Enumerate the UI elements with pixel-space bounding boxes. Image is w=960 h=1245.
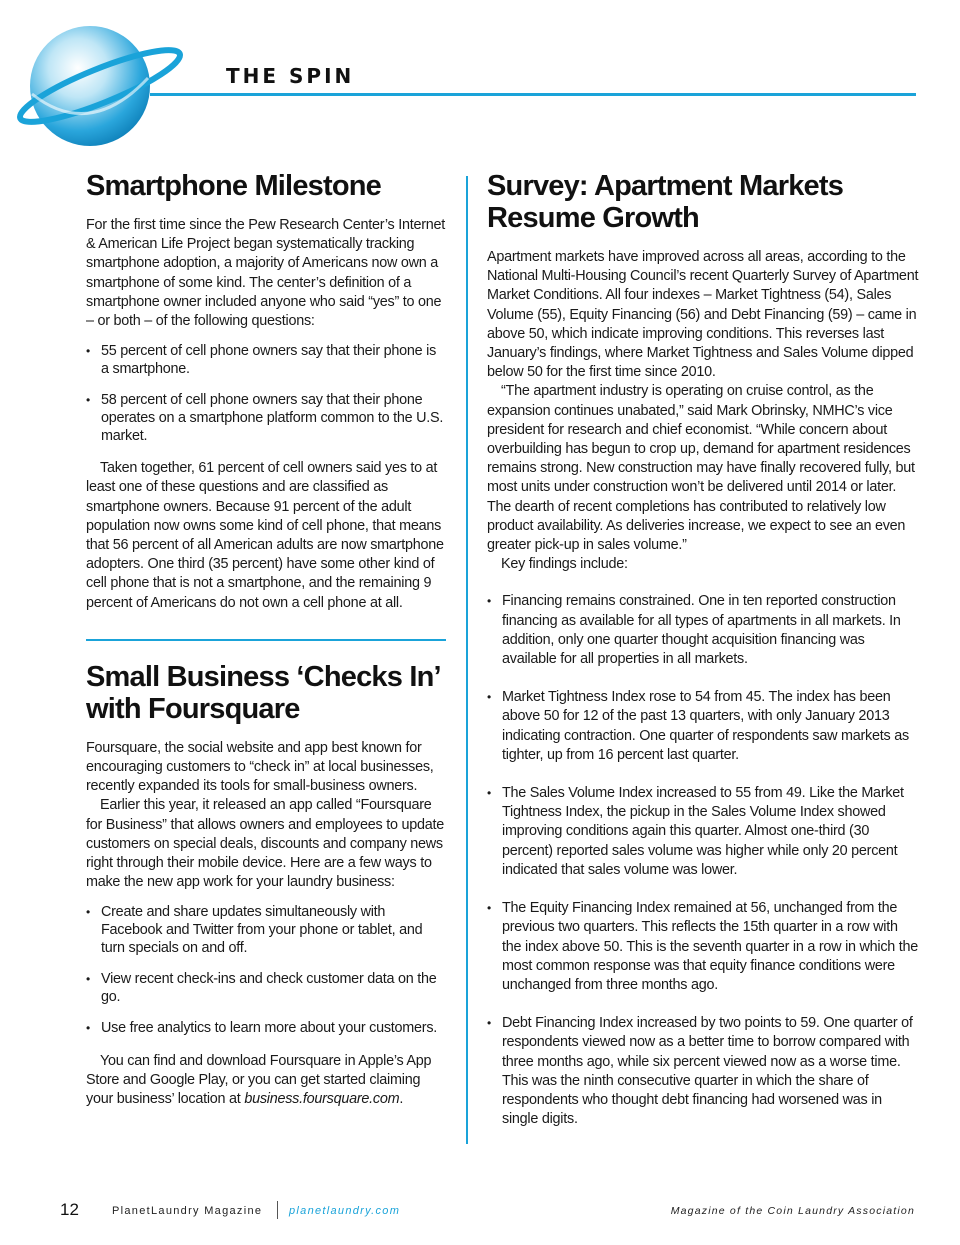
list-item: • Use free analytics to learn more about your customers.: [86, 1020, 446, 1038]
list-item: • Create and share updates simultaneously with Facebook and Twitter from your phone or tablet, and turn specials on and off.: [86, 904, 446, 957]
section-divider: [86, 639, 446, 641]
list-item: • Financing remains constrained. One in ten reported construction financing as available for all types of apartments in all markets. In addition, only one quarter thought acquisition financing was available for all properties in all markets.: [487, 592, 919, 669]
article-paragraph: Earlier this year, it released an app called “Foursquare for Business” that allows owners and employees to update customers on special deals, discounts and company news right through their mobile device. Here are a few ways to make the new app work for your laundry business:: [86, 797, 444, 891]
closing-text: You can find and download Foursquare in Apple’s App Store and Google Play, or you can get started claiming your business’ location at: [86, 1053, 432, 1108]
article-paragraph: [86, 1052, 446, 1110]
list-item: • Debt Financing Index increased by two points to 59. One quarter of respondents viewed now as a better time to borrow compared with three months ago, while six percent viewed now as a worse time. This was the ninth consecutive quarter in which the share of respondents who thought debt financing had worsened was in single digits.: [487, 1014, 919, 1129]
header-rule: [150, 93, 916, 96]
page-number: 12: [60, 1200, 79, 1219]
left-column: [86, 170, 446, 1110]
article-paragraph: Taken together, 61 percent of cell owners said yes to at least one of these questions and are classified as smartphone owners. Because 91 percent of the adult population now owns some kind of cell phone, that means that 56 percent of all American adults are now smartphone adopters. One third (35 percent) have some other kind of cell phone that is not a smartphone, and the remaining 9 percent of Americans do not own a cell phone at all.: [86, 460, 444, 611]
magazine-name: PlanetLaundry Magazine: [112, 1205, 263, 1217]
article-paragraph: For the first time since the Pew Research Center’s Internet & American Life Project began systematically tracking smartphone adoption, a majority of Americans now own a smartphone of some kind. The center’s definition of a smartphone owner included anyone who said “yes” to one – or both – of the following questions:: [86, 217, 446, 330]
website-link[interactable]: planetlaundry.com: [289, 1205, 401, 1217]
association-tagline: Magazine of the Coin Laundry Association: [670, 1205, 915, 1217]
article-title: Survey: Apartment Markets Resume Growth: [487, 170, 844, 234]
article-paragraph: “The apartment industry is operating on cruise control, as the expansion continues unabated,” said Mark Obrinsky, NMHC’s vice president for research and chief economist. “While concern about overbuilding has begun to crop up, demand for apartment residences remains strong. New construction may have finally recovered fully, but most units under construction won’t be delivered until 2014 or later. The dearth of recent completions has contributed to relatively low product availability. As deliveries increase, we expect to see an even greater pick-up in sales volume.”: [487, 383, 915, 554]
bullet-list: [86, 904, 446, 1038]
article-paragraph: Apartment markets have improved across all areas, according to the National Multi-Housing Council’s recent Quarterly Survey of Apartment Market Conditions. All four indexes – Market Tightness (54), Sales Volume (55), Equity Financing (56) and Debt Financing (59) – came in above 50, which indicate improving conditions. This reverses last January’s findings, where Market Tightness and Sales Volume dipped below 50 for the first time since 2010.: [487, 249, 919, 381]
bullet-list: [86, 343, 446, 445]
article-paragraph: Key findings include:: [501, 556, 628, 573]
list-item: • 55 percent of cell phone owners say that their phone is a smartphone.: [86, 343, 446, 378]
column-divider: [466, 176, 468, 1144]
right-column: [487, 170, 919, 1148]
planet-logo-icon: [0, 0, 240, 160]
bullet-list: [487, 592, 919, 1129]
article-foursquare: [86, 661, 446, 1110]
article-title: Smartphone Milestone: [86, 170, 381, 202]
list-item: • The Equity Financing Index remained at 56, unchanged from the previous two quarters. This reflects the 15th quarter in a row with the index above 50. This is the seventh quarter in a row in which the most common response was that equity finance conditions were unchanged from three months ago.: [487, 899, 919, 995]
list-item: • The Sales Volume Index increased to 55 from 49. Like the Market Tightness Index, the pickup in the Sales Volume Index showed improving conditions again this quarter. Almost one-third (30 percent) reported sales volume was higher while only 20 percent indicated that sales volume was lower.: [487, 784, 919, 880]
article-paragraph: Foursquare, the social website and app best known for encouraging customers to “check in” at local businesses, recently expanded its tools for small-business owners.: [86, 739, 434, 795]
list-item: • 58 percent of cell phone owners say that their phone operates on a smartphone platform common to the U.S. market.: [86, 392, 446, 445]
article-title: Small Business ‘Checks In’ with Foursquare: [86, 660, 440, 725]
list-item: • Market Tightness Index rose to 54 from 45. The index has been above 50 for 12 of the past 13 quarters, with only January 2013 indicating contraction. One quarter of respondents saw markets as tighter, up from 16 percent last quarter.: [487, 688, 919, 765]
section-title: THE SPIN: [226, 64, 355, 88]
article-smartphone-milestone: [86, 170, 446, 613]
list-item: • View recent check-ins and check customer data on the go.: [86, 971, 446, 1006]
article-apartment-markets: [487, 170, 919, 1129]
footer-separator: [277, 1201, 278, 1219]
closing-end: .: [399, 1091, 404, 1108]
page-footer: [0, 1198, 960, 1228]
foursquare-url-link[interactable]: business.foursquare.com: [244, 1091, 400, 1108]
